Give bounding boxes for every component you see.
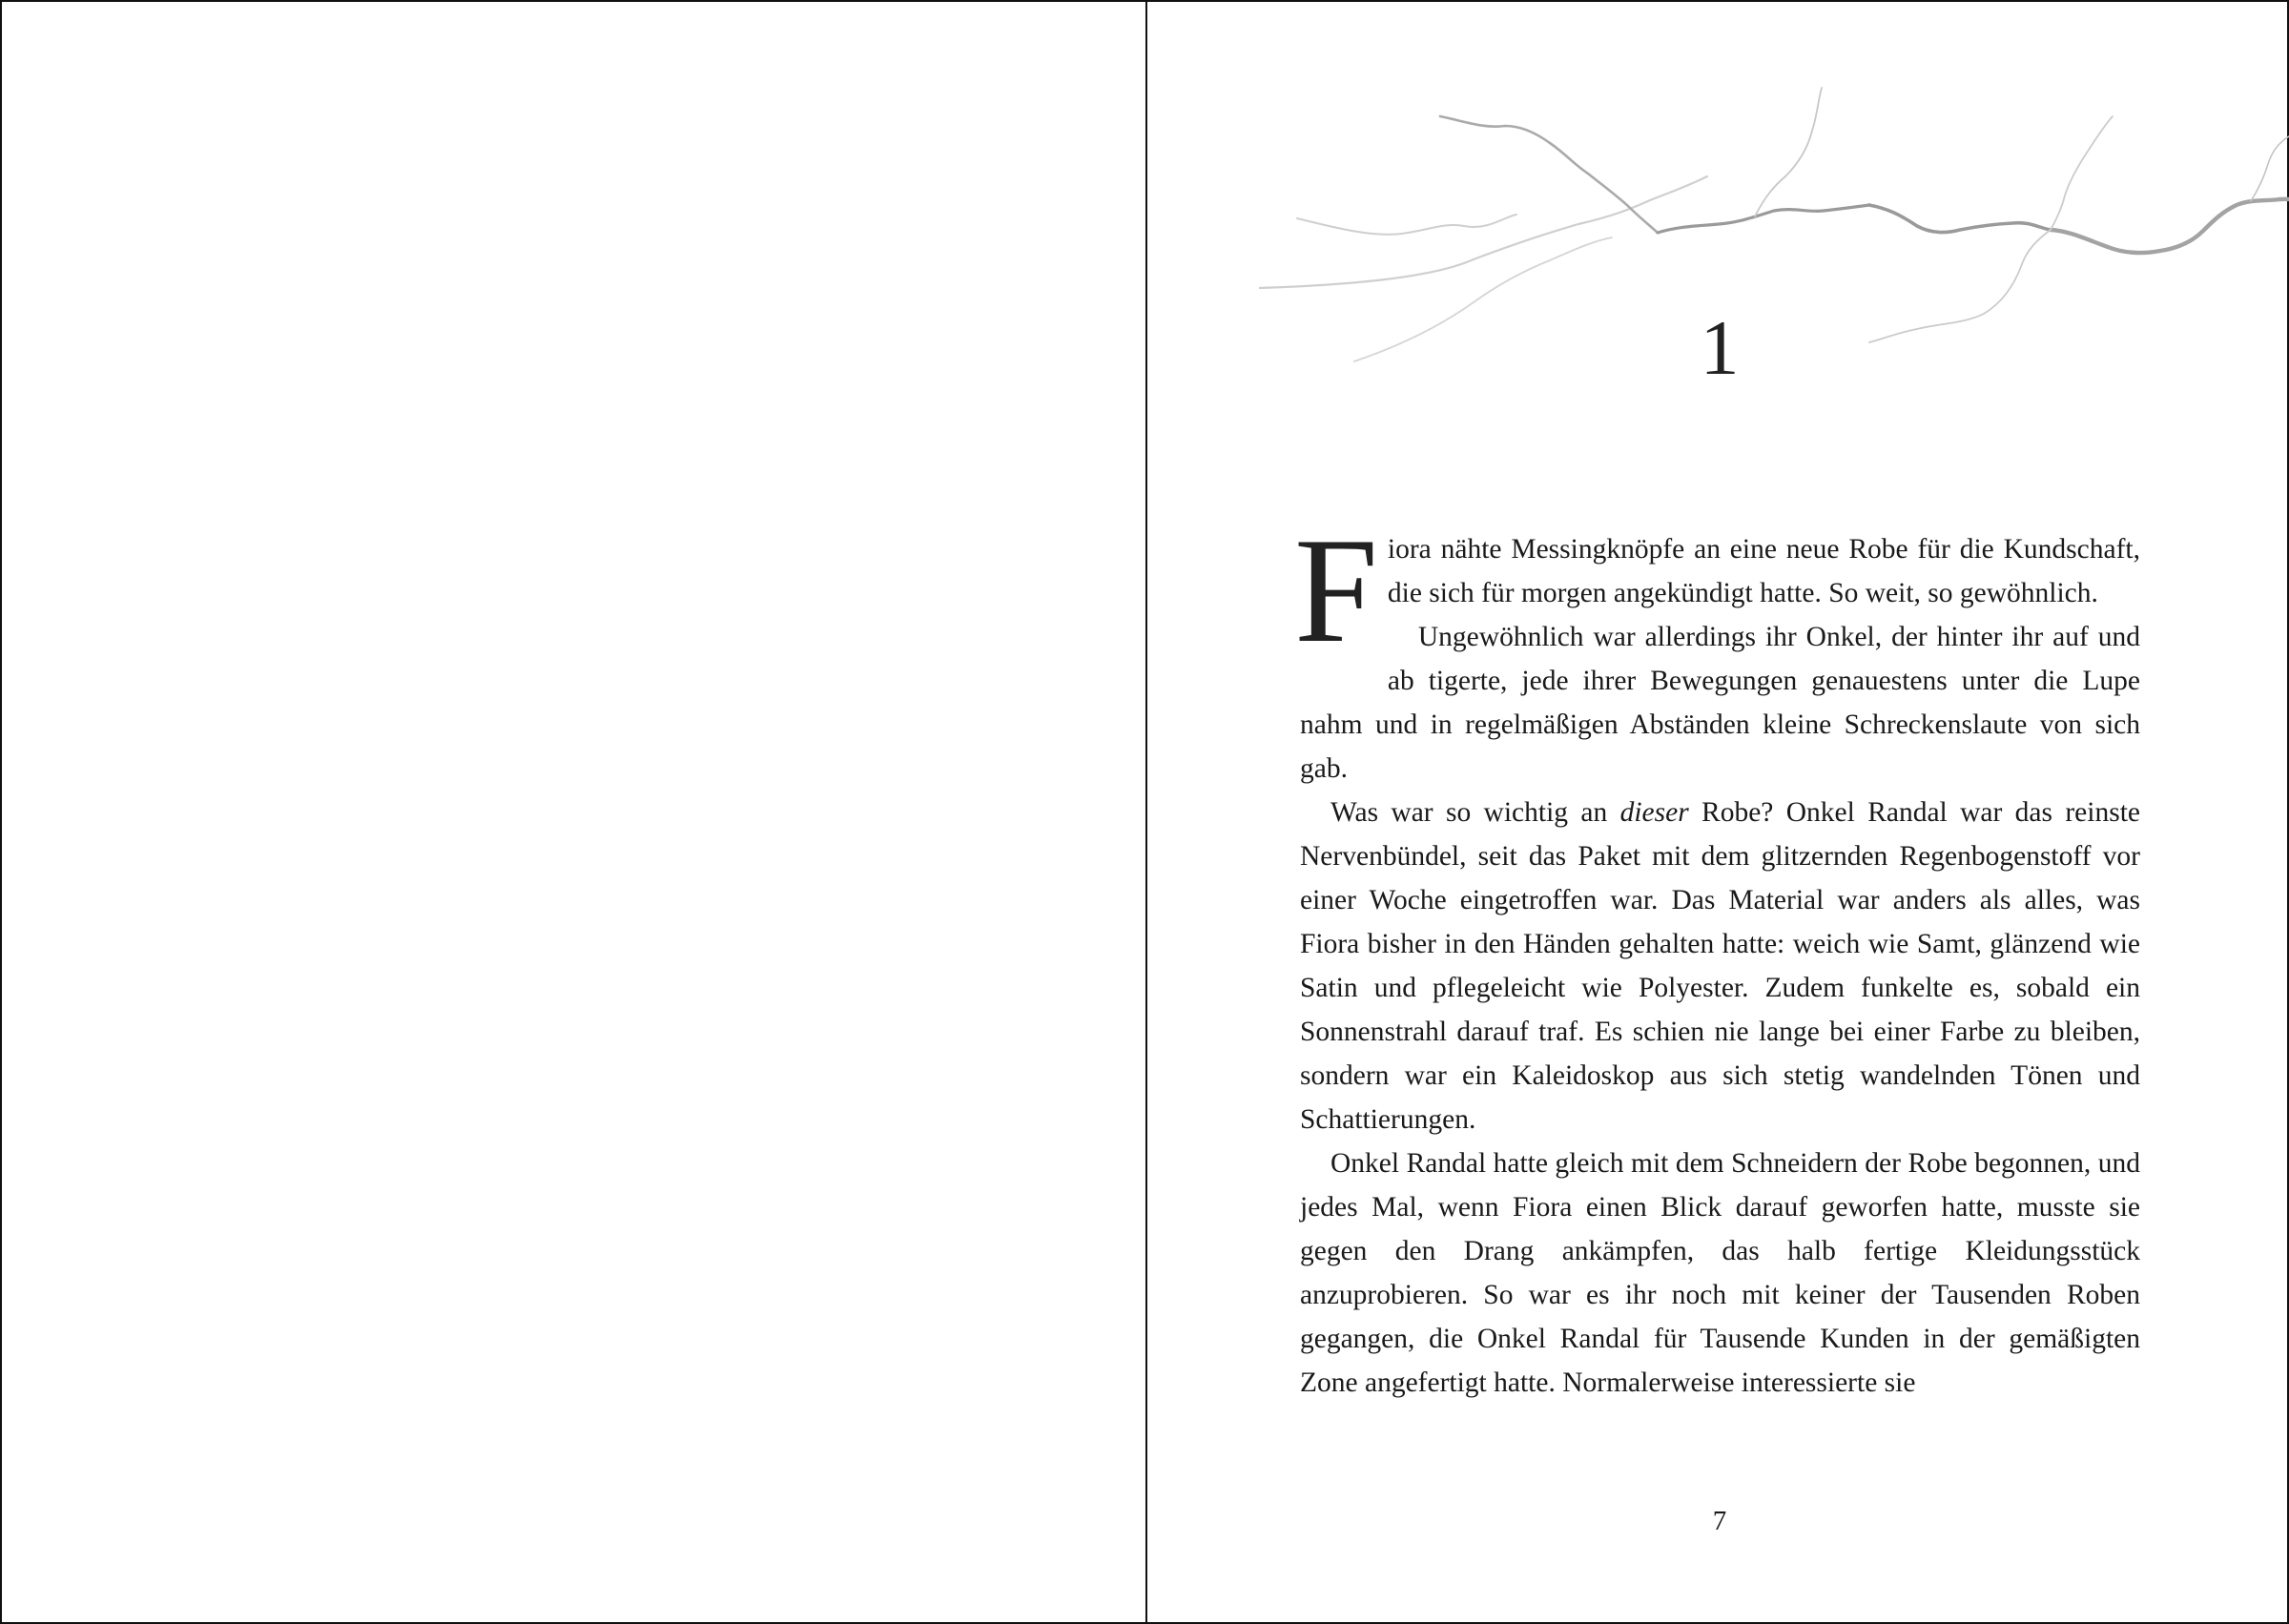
left-page-blank [2, 2, 1145, 1622]
paragraph-text: Robe? Onkel Randal war das reinste Nervenbündel, seit das Paket mit dem glitzernden Regenbogenstoff vor einer Woche eingetroffen war. Das Material war anders als alles, was Fiora bisher in den Händen gehalten hatte: weich wie Samt, glänzend wie Satin und pflegeleicht wie Polyester. Zudem funkelte es, sobald ein Sonnenstrahl darauf traf. Es schien nie lange bei einer Farbe zu bleiben, sondern war ein Kaleidoskop aus sich stetig wandelnden Tönen und Schattierungen. [1300, 797, 2140, 1135]
paragraph: Ungewöhnlich war allerdings ihr Onkel, der hinter ihr auf und ab tigerte, jede ihrer Bewegungen genauestens unter die Lupe nahm und in regelmäßigen Abständen kleine Schreckenslaute von sich gab. [1300, 622, 2140, 784]
right-page [1147, 2, 2287, 1622]
paragraph [1294, 507, 2140, 674]
paragraph-text: Was war so wichtig an [1330, 797, 1620, 828]
paragraph: Onkel Randal hatte gleich mit dem Schneidern der Robe begonnen, und jedes Mal, wenn Fiora einen Blick darauf geworfen hatte, musste sie gegen den Drang ankämpfen, das halb fertige Kleidungsstück anzuprobieren. So war es ihr noch mit keiner der Tausenden Roben gegangen, die Onkel Randal für Tausende Kunden in der gemäßigten Zone angefertigt hatte. Normalerweise interessierte sie [1300, 1148, 2140, 1398]
drop-cap: F [1294, 507, 1378, 674]
chapter-text [1294, 507, 2140, 1405]
paragraph [1300, 791, 2140, 1141]
paragraph-text: iora nähte Messingknöpfe an eine neue Robe für die Kundschaft, die sich für morgen angekündigt hatte. So weit, so gewöhnlich. [1387, 534, 2140, 608]
chapter-number: 1 [1700, 304, 1740, 391]
page-number: 7 [1712, 1506, 1727, 1536]
emphasized-word: dieser [1619, 797, 1689, 828]
